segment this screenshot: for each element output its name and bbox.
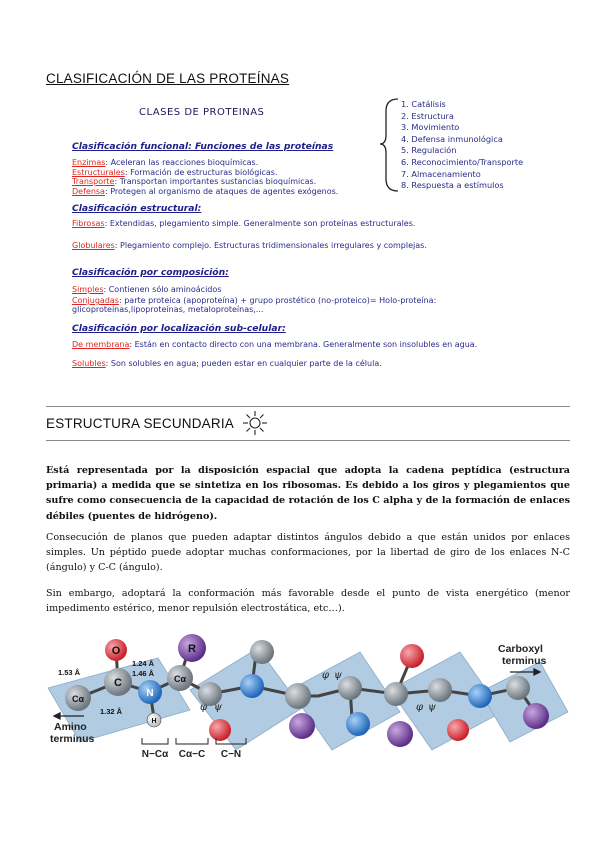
function-item: 6. Reconocimiento/Transporte <box>401 156 524 167</box>
angle-psi: ψ <box>334 670 342 681</box>
atom-side-chain <box>289 713 315 739</box>
estructural-title: Clasificación estructural: <box>72 203 202 214</box>
atom-side-chain <box>523 703 549 729</box>
label-c-alpha-1: Cα <box>71 694 85 704</box>
carboxyl-label: terminus <box>502 655 547 667</box>
row-term: Enzimas <box>72 158 106 167</box>
carboxyl-label: Carboxyl <box>498 643 543 655</box>
arrow-left-icon <box>54 713 60 719</box>
segment-n-calpha: N−Cα <box>141 749 169 760</box>
divider-bottom <box>46 440 570 441</box>
angle-phi: φ <box>416 702 424 713</box>
peptide-chain-diagram <box>40 630 580 815</box>
estructural-row <box>72 219 492 228</box>
segment-bracket <box>142 738 168 744</box>
atom-nitrogen <box>468 684 492 708</box>
function-item: 7. Almacenamiento <box>401 168 481 179</box>
row-text: : Aceleran las reacciones bioquímicas. <box>105 158 259 167</box>
row-term: Fibrosas <box>72 219 105 228</box>
atom-nitrogen <box>240 674 264 698</box>
function-item: 2. Estructura <box>401 110 454 121</box>
bond-length: 1.46 Å <box>132 669 155 678</box>
funcional-subtitle: : Funciones de las proteínas <box>188 141 334 152</box>
heading-clasificacion: CLASIFICACIÓN DE LAS PROTEÍNAS <box>46 71 290 86</box>
function-item: 3. Movimiento <box>401 122 460 133</box>
row-term: Simples <box>72 285 104 294</box>
row-text: : Son solubles en agua; pueden estar en cualquier parte de la célula. <box>105 359 382 368</box>
atom-carbon <box>285 683 311 709</box>
row-term: Estructurales <box>72 167 125 177</box>
funcional-row <box>72 168 522 177</box>
atom-side-chain <box>387 721 413 747</box>
figure-title: CLASES DE PROTEINAS <box>139 107 265 118</box>
heading-estructura-secundaria: ESTRUCTURA SECUNDARIA <box>46 416 234 431</box>
composicion-title: Clasificación por composición: <box>72 267 229 278</box>
atom-nitrogen <box>346 712 370 736</box>
label-hydrogen: H <box>151 718 157 725</box>
row-term: Globulares <box>72 241 115 250</box>
paragraph-planos: Consecución de planos que pueden adaptar distintos ángulos debido a que están unidos por enlaces simples. Un péptido puede adoptar muchas conformaciones, por la libertad de giro de los enlaces N-C (ángulo) y C-C (ángulo). <box>46 532 570 574</box>
bond-length: 1.32 Å <box>100 707 123 716</box>
funcional-title: Clasificación funcional <box>72 141 189 152</box>
row-term: Defensa <box>72 186 105 196</box>
label-oxygen: O <box>111 645 121 657</box>
divider-top <box>46 406 570 407</box>
funcional-row <box>72 158 522 167</box>
localizacion-title: Clasificación por localización sub-celular: <box>72 323 286 334</box>
row-text: : Plegamiento complejo. Estructuras tridimensionales irregulares y complejas. <box>114 241 427 250</box>
atom-carbon <box>250 640 274 664</box>
row-text: : Protegen al organismo de ataques de agentes exógenos. <box>104 186 339 196</box>
row-text: : parte proteica (apoproteína) + grupo prostético (no-proteico)= Holo-proteína: glicoproteínas,lipoproteínas, metaloproteínas,... <box>72 296 437 315</box>
label-side-chain: R <box>188 643 196 655</box>
label-carbon: C <box>114 677 122 689</box>
row-text: : Extendidas, plegamiento simple. Generalmente son proteínas estructurales. <box>104 219 416 228</box>
bond-length: 1.24 Å <box>132 659 155 668</box>
composicion-row <box>72 296 542 315</box>
row-text: : Contienen sólo aminoácidos <box>103 285 222 294</box>
row-text: : Transportan importantes sustancias bioquímicas. <box>114 177 317 186</box>
row-term: Conjugadas <box>72 296 119 305</box>
classification-figure <box>60 95 580 395</box>
angle-psi: ψ <box>214 702 222 713</box>
row-term: Transporte <box>72 177 115 186</box>
sun-icon <box>242 410 268 436</box>
atom-carbon <box>384 682 408 706</box>
estructural-row <box>72 241 522 250</box>
localizacion-row <box>72 359 542 368</box>
funcional-row <box>72 177 522 186</box>
label-nitrogen: N <box>146 688 154 699</box>
function-item: 5. Regulación <box>401 145 457 156</box>
function-item: 4. Defensa inmunológica <box>401 133 503 144</box>
label-c-alpha-2: Cα <box>173 674 187 684</box>
paragraph-conformacion: Sin embargo, adoptará la conformación más favorable desde el punto de vista energético (menor impedimento estérico, menor repulsión electrostática, etc…). <box>46 588 570 615</box>
angle-phi: φ <box>322 670 330 681</box>
segment-bracket <box>176 738 208 744</box>
angle-psi: ψ <box>428 702 436 713</box>
amino-label: terminus <box>50 733 95 745</box>
row-text: : Están en contacto directo con una membrana. Generalmente son insolubles en agua. <box>129 340 478 349</box>
function-item: 8. Respuesta a estímulos <box>401 180 504 191</box>
row-term: Solubles <box>72 359 106 368</box>
localizacion-row <box>72 340 542 349</box>
peptide-plane <box>480 662 568 742</box>
funcional-row <box>72 187 522 196</box>
amino-label: Amino <box>54 721 87 733</box>
function-item: 1. Catálisis <box>401 99 446 109</box>
atom-oxygen <box>447 719 469 741</box>
segment-c-n: C−N <box>220 749 242 760</box>
row-text: : Formación de estructuras biológicas. <box>124 167 278 177</box>
atom-oxygen <box>400 644 424 668</box>
atom-carbon <box>428 678 452 702</box>
segment-calpha-c: Cα−C <box>178 749 206 760</box>
angle-phi: φ <box>200 702 208 713</box>
paragraph-definition: Está representada por la disposición espacial que adopta la cadena peptídica (estructura primaria) a medida que se sintetiza en los ribosomas. Es debido a los giros y plegamientos que sufre como consecuencia de la capacidad de rotación de los C alpha y de la formación de enlaces débiles (puentes de hidrógeno). <box>46 465 570 522</box>
atom-oxygen <box>209 719 231 741</box>
composicion-row <box>72 285 522 294</box>
row-term: De membrana <box>72 340 130 349</box>
atom-carbon <box>506 676 530 700</box>
funcional-heading <box>72 141 333 152</box>
bond-length: 1.53 Å <box>58 668 81 677</box>
